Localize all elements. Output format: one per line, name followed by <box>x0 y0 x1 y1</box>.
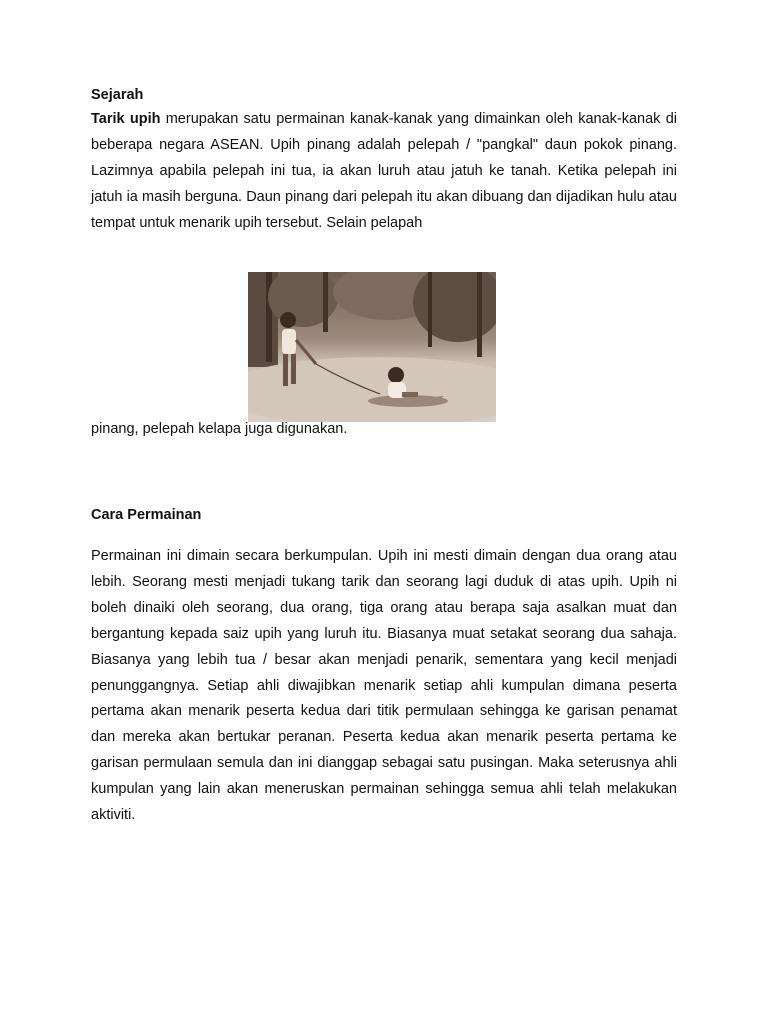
paragraph-sejarah-continued: pinang, pelepah kelapa juga digunakan. <box>91 421 348 437</box>
heading-sejarah: Sejarah <box>91 87 144 103</box>
photo-children-playing-tarik-upih <box>248 272 496 422</box>
term-tarik-upih: Tarik upih <box>91 111 161 127</box>
heading-cara-permainan: Cara Permainan <box>91 507 202 523</box>
paragraph-sejarah-text: merupakan satu permainan kanak-kanak yang dimainkan oleh kanak-kanak di beberapa negara ASEAN. Upih pinang adalah pelepah / "pangkal" daun pokok pinang. Lazimnya apabila pelepah ini tua, ia akan luruh atau jatuh ke tanah. Ketika pelepah ini jatuh ia masih berguna. Daun pinang dari pelepah itu akan dibuang dan dijadikan hulu atau tempat untuk menarik upih tersebut. Selain pelapah <box>91 111 677 231</box>
paragraph-cara-permainan: Permainan ini dimain secara berkumpulan. Upih ini mesti dimain dengan dua orang atau lebih. Seorang mesti menjadi tukang tarik dan seorang lagi duduk di atas upih. Upih ni boleh dinaiki oleh seorang, dua orang, tiga orang atau berapa saja asalkan muat dan bergantung kepada saiz upih yang luruh itu. Biasanya muat setakat seorang dua sahaja. Biasanya yang lebih tua / besar akan menjadi penarik, sementara yang kecil menjadi penunggangnya. Setiap ahli diwajibkan menarik setiap ahli kumpulan dimana peserta pertama akan menarik peserta kedua dari titik permulaan sehingga ke garisan penamat dan mereka akan bertukar peranan. Peserta kedua akan menarik peserta pertama ke garisan permulaan semula dan ini dianggap sebagai satu pusingan. Maka seterusnya ahli kumpulan yang lain akan meneruskan permainan sehingga semua ahli telah melakukan aktiviti. <box>91 548 677 824</box>
paragraph-sejarah <box>91 107 677 237</box>
